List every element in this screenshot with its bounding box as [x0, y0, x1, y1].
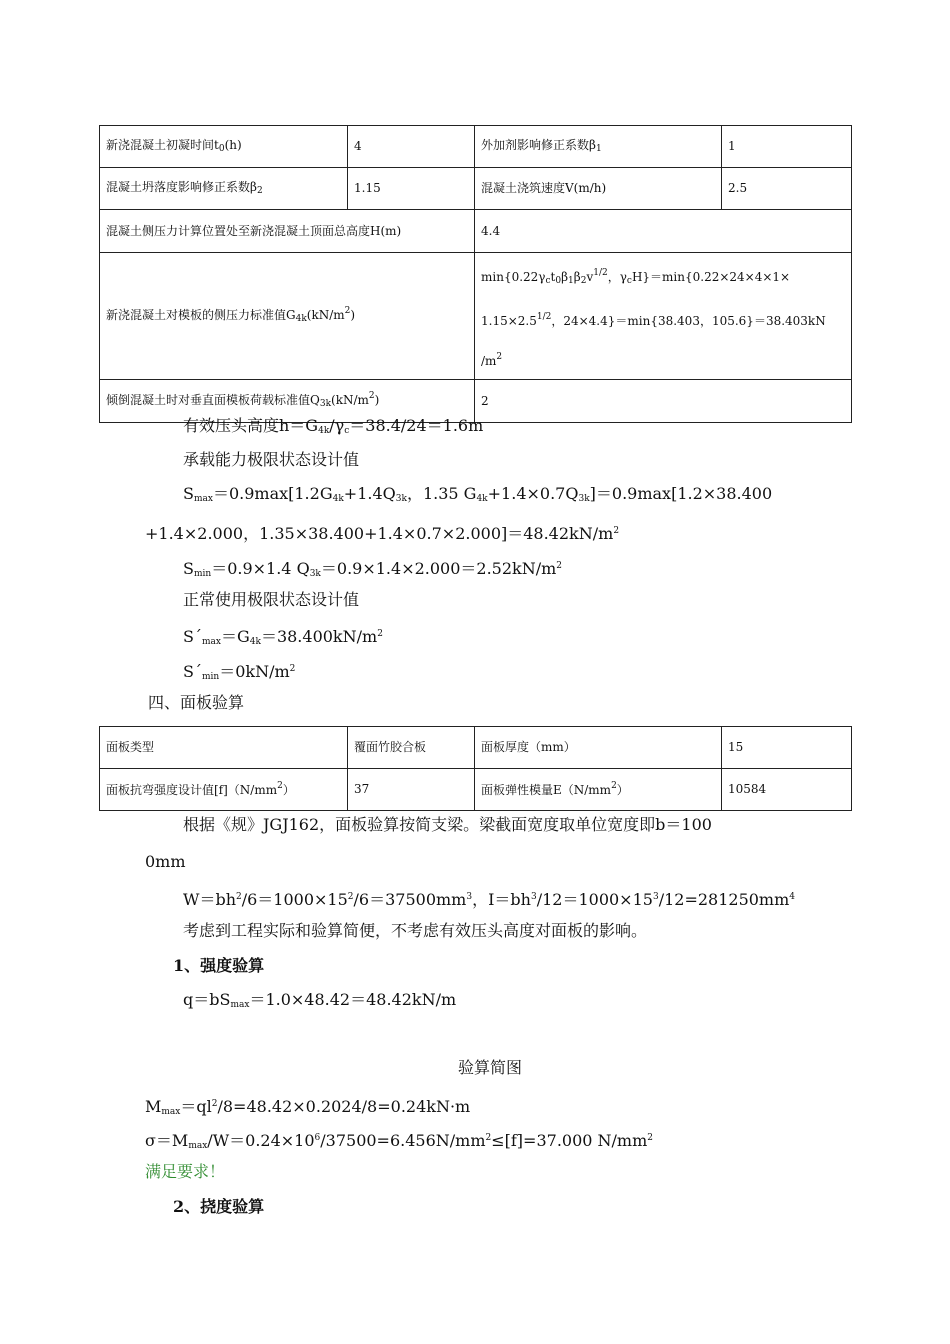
param-value: 2.5: [722, 168, 852, 210]
param-value: 2: [475, 380, 852, 423]
param-label: 面板抗弯强度设计值$[f](N/mm^2)$: [100, 769, 348, 811]
param-label: 新浇混凝土初凝时间$t_0(h)$: [100, 126, 348, 168]
effective-head-height: 有效压头高度$h=G_{4k}/\gamma_c=38.4/24=1.6m$: [183, 416, 484, 436]
param-label: 新浇混凝土对模板的侧压力标准值$G_{4k}(kN/m^2)$: [100, 253, 475, 380]
table-row: [100, 769, 852, 811]
sls-title: 正常使用极限状态设计值: [183, 590, 360, 609]
stress-line: $\sigma=M_{max}/W=0.24\times 10^6/37500=6.456N/mm^2\le[f]=37.000$ $N/mm^2$: [145, 1131, 653, 1151]
table-row: [100, 168, 852, 210]
param-label: 倾倒混凝土时对垂直面模板荷载标准值$Q_{3k}(kN/m^2)$: [100, 380, 475, 423]
basis-line-1: 根据《规》JGJ162，面板验算按简支梁。梁截面宽度取单位宽度即b＝100: [183, 815, 712, 834]
section-heading: 四、面板验算: [148, 693, 245, 712]
param-value: 37: [348, 769, 475, 811]
table-row: [100, 253, 852, 380]
param-value: 1: [722, 126, 852, 168]
diagram-caption: 验算简图: [458, 1058, 523, 1077]
uls-title: 承载能力极限状态设计值: [183, 450, 360, 469]
formwork-parameters-table: [99, 125, 852, 423]
param-label: 面板厚度（mm）: [475, 727, 722, 769]
param-value: 10584: [722, 769, 852, 811]
basis-line-2: 0mm: [145, 852, 186, 871]
param-label: 外加剂影响修正系数$\beta_1$: [475, 126, 722, 168]
smin-prime-line: $S´_{min}=0kN/m^2$: [183, 662, 296, 682]
param-value: 覆面竹胶合板: [348, 727, 475, 769]
deflection-check-heading: 2、挠度验算: [173, 1197, 265, 1216]
section-modulus-line: $W=bh^2/6=1000\times 15^2/6=37500mm^3$，$I=bh^3/12=1000\times 15^3/12=281250mm^4$: [183, 890, 795, 909]
moment-line: $M_{max}=ql^2/8=48.42\times 0.2024/8=0.24kN\cdot m$: [145, 1097, 471, 1117]
strength-check-heading: 1、强度验算: [173, 956, 265, 975]
table-row: [100, 727, 852, 769]
table-row: [100, 210, 852, 253]
note-line: 考虑到工程实际和验算简便，不考虑有效压头高度对面板的影响。: [183, 921, 648, 940]
requirement-met: 满足要求！: [145, 1162, 226, 1181]
param-label: 混凝土坍落度影响修正系数$\beta_2$: [100, 168, 348, 210]
param-label: 面板类型: [100, 727, 348, 769]
param-value: 15: [722, 727, 852, 769]
smax-line-2: +1.4×2.000，$1.35\times 38.400+1.4\times 0.7\times 2.000]=48.42kN/m^2$: [145, 524, 620, 543]
param-value: 1.15: [348, 168, 475, 210]
param-value: $\min\{0.22\gamma_ct_0\beta_1\beta_2v^{1/2}$，$\gamma_cH\}=\min\{0.22\times 24\times 4\times 1\times$ $1.15\times 2.5^{1/2}$，24×4.4}＝min{38.403，105.6}＝38.403kN $/m^2$: [475, 253, 852, 380]
table-row: [100, 126, 852, 168]
param-label: 混凝土侧压力计算位置处至新浇混凝土顶面总高度H(m): [100, 210, 475, 253]
param-value: 4.4: [475, 210, 852, 253]
param-label: 面板弹性模量$E(N/mm^2)$: [475, 769, 722, 811]
panel-parameters-table: [99, 726, 852, 811]
smin-line: $S_{min}=0.9\times 1.4$ $Q_{3k}=0.9\times 1.4\times 2.000=2.52kN/m^2$: [183, 559, 563, 579]
smax-line-1: $S_{max}=0.9\max[1.2G_{4k}+1.4Q_{3k}$，1.35 $G_{4k}+1.4\times 0.7Q_{3k}]=0.9\max[1.2\times 38.400$: [183, 484, 773, 504]
param-value: 4: [348, 126, 475, 168]
param-label: 混凝土浇筑速度V(m/h): [475, 168, 722, 210]
load-q-line: $q=bS_{max}=1.0\times 48.42=48.42kN/m$: [183, 990, 457, 1010]
smax-prime-line: $S´_{max}=G_{4k}=38.400kN/m^2$: [183, 627, 383, 647]
